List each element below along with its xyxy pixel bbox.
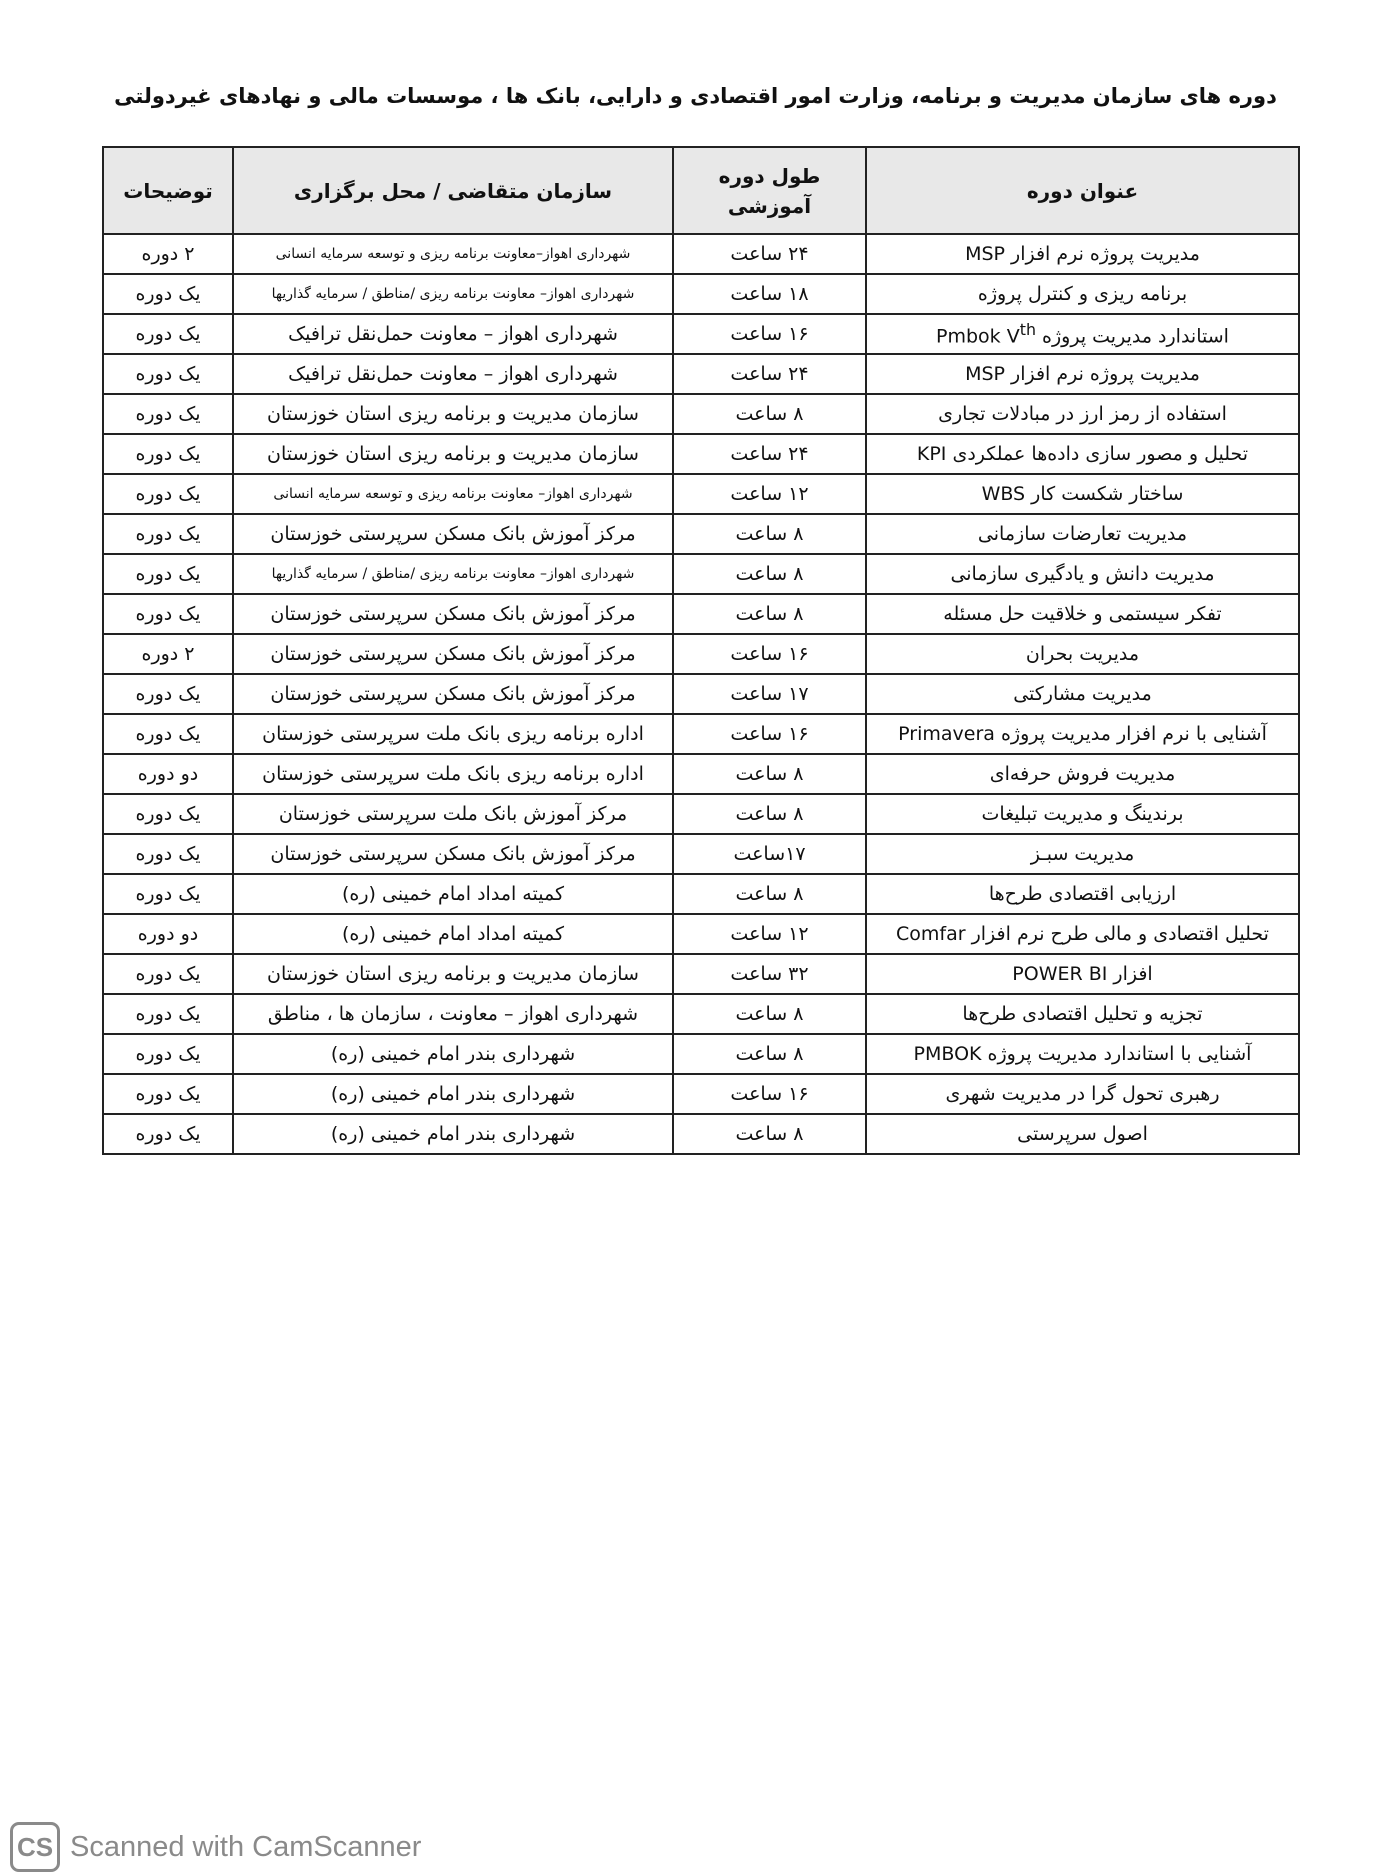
course-organization-cell: کمیته امداد امام خمینی (ره) <box>233 914 673 954</box>
course-organization-cell: شهرداری بندر امام خمینی (ره) <box>233 1114 673 1154</box>
course-organization-cell: سازمان مدیریت و برنامه ریزی استان خوزستان <box>233 394 673 434</box>
course-organization-cell: شهرداری اهواز–معاونت برنامه ریزی و توسعه سرمایه انسانی <box>233 234 673 274</box>
course-notes-cell: یک دوره <box>103 794 233 834</box>
course-notes-cell: یک دوره <box>103 1034 233 1074</box>
table-row <box>103 1074 1299 1114</box>
course-organization-cell: مرکز آموزش بانک مسکن سرپرستی خوزستان <box>233 674 673 714</box>
header-organization: سازمان متقاضی / محل برگزاری <box>233 147 673 234</box>
course-title-cell: مدیریت پروژه نرم افزار MSP <box>866 354 1299 394</box>
course-organization-cell: اداره برنامه ریزی بانک ملت سرپرستی خوزستان <box>233 714 673 754</box>
course-notes-cell: یک دوره <box>103 514 233 554</box>
course-duration-cell: ۲۴ ساعت <box>673 434 866 474</box>
course-organization-cell: شهرداری اهواز– معاونت برنامه ریزی /مناطق / سرمایه گذاریها <box>233 554 673 594</box>
course-duration-cell: ۸ ساعت <box>673 1034 866 1074</box>
course-title-cell: برندینگ و مدیریت تبلیغات <box>866 794 1299 834</box>
course-duration-cell: ۱۸ ساعت <box>673 274 866 314</box>
course-title-cell: مدیریت فروش حرفه‌ای <box>866 754 1299 794</box>
course-duration-cell: ۸ ساعت <box>673 794 866 834</box>
table-row <box>103 794 1299 834</box>
table-row <box>103 514 1299 554</box>
course-organization-cell: شهرداری اهواز – معاونت حمل‌نقل ترافیک <box>233 314 673 354</box>
table-row <box>103 834 1299 874</box>
course-organization-cell: شهرداری اهواز – معاونت حمل‌نقل ترافیک <box>233 354 673 394</box>
course-title-cell: استاندارد مدیریت پروژه Pmbok Vth <box>866 314 1299 354</box>
course-organization-cell: شهرداری بندر امام خمینی (ره) <box>233 1034 673 1074</box>
table-row <box>103 394 1299 434</box>
course-organization-cell: اداره برنامه ریزی بانک ملت سرپرستی خوزستان <box>233 754 673 794</box>
table-row <box>103 554 1299 594</box>
table-header-row <box>103 147 1299 234</box>
course-duration-cell: ۱۶ ساعت <box>673 1074 866 1114</box>
table-row <box>103 634 1299 674</box>
course-organization-cell: شهرداری اهواز– معاونت برنامه ریزی /مناطق / سرمایه گذاریها <box>233 274 673 314</box>
course-duration-cell: ۸ ساعت <box>673 594 866 634</box>
course-notes-cell: ۲ دوره <box>103 234 233 274</box>
course-title-cell: ساختار شکست کار WBS <box>866 474 1299 514</box>
table-row <box>103 234 1299 274</box>
course-title-cell: استفاده از رمز ارز در مبادلات تجاری <box>866 394 1299 434</box>
course-duration-cell: ۱۷ ساعت <box>673 674 866 714</box>
course-title-cell: آشنایی با استاندارد مدیریت پروژه PMBOK <box>866 1034 1299 1074</box>
course-title-cell: تحلیل اقتصادی و مالی طرح نرم افزار Comfar <box>866 914 1299 954</box>
course-title-cell: افزار POWER BI <box>866 954 1299 994</box>
course-notes-cell: یک دوره <box>103 594 233 634</box>
course-notes-cell: یک دوره <box>103 354 233 394</box>
course-notes-cell: یک دوره <box>103 674 233 714</box>
table-row <box>103 314 1299 354</box>
course-duration-cell: ۲۴ ساعت <box>673 234 866 274</box>
table-row <box>103 474 1299 514</box>
course-organization-cell: مرکز آموزش بانک مسکن سرپرستی خوزستان <box>233 594 673 634</box>
course-duration-cell: ۱۷ساعت <box>673 834 866 874</box>
course-duration-cell: ۸ ساعت <box>673 754 866 794</box>
course-title-cell: ارزیابی اقتصادی طرح‌ها <box>866 874 1299 914</box>
course-organization-cell: شهرداری بندر امام خمینی (ره) <box>233 1074 673 1114</box>
page-title: دوره های سازمان مدیریت و برنامه، وزارت امور اقتصادی و دارایی، بانک ها ، موسسات مالی و نهادهای غیردولتی <box>114 84 1277 108</box>
table-row <box>103 1114 1299 1154</box>
course-organization-cell: مرکز آموزش بانک مسکن سرپرستی خوزستان <box>233 514 673 554</box>
superscript-text: th <box>1019 320 1036 340</box>
watermark-text: Scanned with CamScanner <box>70 1830 422 1863</box>
course-notes-cell: یک دوره <box>103 434 233 474</box>
course-notes-cell: یک دوره <box>103 874 233 914</box>
course-organization-cell: مرکز آموزش بانک مسکن سرپرستی خوزستان <box>233 634 673 674</box>
course-title-cell: تفکر سیستمی و خلاقیت حل مسئله <box>866 594 1299 634</box>
table-row <box>103 434 1299 474</box>
course-duration-cell: ۸ ساعت <box>673 554 866 594</box>
course-notes-cell: یک دوره <box>103 1074 233 1114</box>
course-notes-cell: یک دوره <box>103 834 233 874</box>
table-row <box>103 914 1299 954</box>
course-title-cell: رهبری تحول گرا در مدیریت شهری <box>866 1074 1299 1114</box>
course-duration-cell: ۲۴ ساعت <box>673 354 866 394</box>
course-notes-cell: ۲ دوره <box>103 634 233 674</box>
header-duration: طول دوره آموزشی <box>673 147 866 234</box>
course-notes-cell: یک دوره <box>103 394 233 434</box>
course-organization-cell: مرکز آموزش بانک مسکن سرپرستی خوزستان <box>233 834 673 874</box>
table-row <box>103 354 1299 394</box>
course-notes-cell: یک دوره <box>103 994 233 1034</box>
course-title-cell: تحلیل و مصور سازی داده‌ها عملکردی KPI <box>866 434 1299 474</box>
course-organization-cell: شهرداری اهواز – معاونت ، سازمان ها ، مناطق <box>233 994 673 1034</box>
course-title-cell: اصول سرپرستی <box>866 1114 1299 1154</box>
camscanner-logo-icon: CS <box>10 1822 60 1872</box>
course-organization-cell: مرکز آموزش بانک ملت سرپرستی خوزستان <box>233 794 673 834</box>
course-title-cell: مدیریت دانش و یادگیری سازمانی <box>866 554 1299 594</box>
course-duration-cell: ۸ ساعت <box>673 514 866 554</box>
course-title-cell: تجزیه و تحلیل اقتصادی طرح‌ها <box>866 994 1299 1034</box>
course-organization-cell: سازمان مدیریت و برنامه ریزی استان خوزستان <box>233 954 673 994</box>
course-notes-cell: یک دوره <box>103 1114 233 1154</box>
camscanner-watermark <box>10 1822 421 1872</box>
course-duration-cell: ۱۶ ساعت <box>673 634 866 674</box>
course-notes-cell: دو دوره <box>103 754 233 794</box>
header-title: عنوان دوره <box>866 147 1299 234</box>
courses-table <box>102 146 1300 1155</box>
course-title-cell: مدیریت پروژه نرم افزار MSP <box>866 234 1299 274</box>
course-title-cell: مدیریت بحران <box>866 634 1299 674</box>
course-duration-cell: ۳۲ ساعت <box>673 954 866 994</box>
course-notes-cell: یک دوره <box>103 714 233 754</box>
course-duration-cell: ۱۲ ساعت <box>673 474 866 514</box>
course-notes-cell: دو دوره <box>103 914 233 954</box>
course-duration-cell: ۸ ساعت <box>673 874 866 914</box>
course-duration-cell: ۸ ساعت <box>673 394 866 434</box>
course-title-cell: آشنایی با نرم افزار مدیریت پروژه Primavera <box>866 714 1299 754</box>
table-row <box>103 274 1299 314</box>
course-duration-cell: ۸ ساعت <box>673 994 866 1034</box>
course-notes-cell: یک دوره <box>103 954 233 994</box>
table-row <box>103 954 1299 994</box>
table-row <box>103 714 1299 754</box>
table-row <box>103 594 1299 634</box>
course-notes-cell: یک دوره <box>103 474 233 514</box>
table-row <box>103 754 1299 794</box>
course-duration-cell: ۱۲ ساعت <box>673 914 866 954</box>
course-notes-cell: یک دوره <box>103 554 233 594</box>
table-body <box>103 234 1299 1154</box>
course-title-cell: مدیریت سبـز <box>866 834 1299 874</box>
table-row <box>103 1034 1299 1074</box>
header-notes: توضیحات <box>103 147 233 234</box>
course-notes-cell: یک دوره <box>103 274 233 314</box>
table-row <box>103 874 1299 914</box>
course-title-cell: مدیریت تعارضات سازمانی <box>866 514 1299 554</box>
table-row <box>103 674 1299 714</box>
course-title-cell: مدیریت مشارکتی <box>866 674 1299 714</box>
course-duration-cell: ۱۶ ساعت <box>673 714 866 754</box>
course-organization-cell: شهرداری اهواز– معاونت برنامه ریزی و توسعه سرمایه انسانی <box>233 474 673 514</box>
course-title-cell: برنامه ریزی و کنترل پروژه <box>866 274 1299 314</box>
course-duration-cell: ۸ ساعت <box>673 1114 866 1154</box>
table-row <box>103 994 1299 1034</box>
course-organization-cell: سازمان مدیریت و برنامه ریزی استان خوزستان <box>233 434 673 474</box>
course-notes-cell: یک دوره <box>103 314 233 354</box>
course-duration-cell: ۱۶ ساعت <box>673 314 866 354</box>
course-organization-cell: کمیته امداد امام خمینی (ره) <box>233 874 673 914</box>
